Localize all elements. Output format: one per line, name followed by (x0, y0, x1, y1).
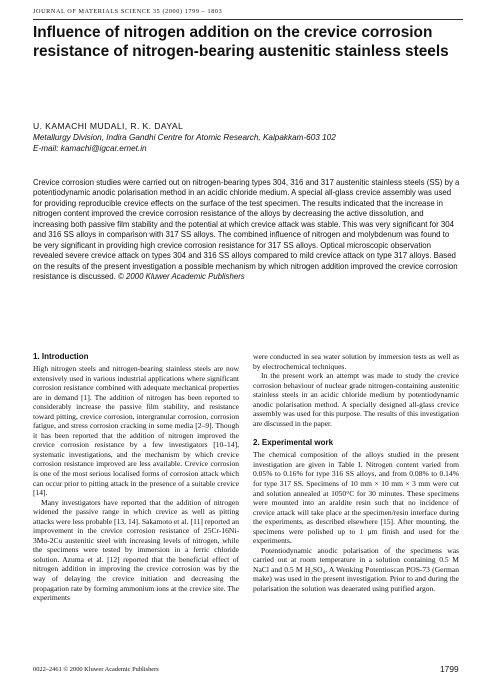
page-number: 1799 (440, 664, 459, 674)
section-gap (253, 428, 459, 438)
paragraph: High nitrogen steels and nitrogen-bearing stainless steels are now extensively used in various industrial applications where significant corrosion resistance combined with adequate mechanical properties are in demand [1]. The addition of nitrogen has been reported to considerably increase the passive film stability, and resistance toward pitting, crevice corrosion, intergranular corrosion, corrosion fatigue, and stress corrosion cracking in some media [2–9]. Though it has been reported that the addition of nitrogen improved the crevice corrosion resistance by a few investigators [10–14], systematic investigations, and the mechanism by which crevice corrosion resistance improved are less available. Crevice corrosion is one of the most serious localised forms of corrosion attack which can occur prior to pitting attack in the presence of a suitable crevice [14]. (33, 364, 239, 498)
footer-issn: 0022–2461 © 2000 Kluwer Academic Publishers (33, 666, 159, 673)
journal-header: JOURNAL OF MATERIALS SCIENCE 35 (2000) 1799 – 1803 (33, 8, 223, 15)
section-heading-experimental: 2. Experimental work (253, 438, 334, 448)
section-heading-introduction: 1. Introduction (33, 352, 89, 361)
paragraph: In the present work an attempt was made to study the crevice corrosion behaviour of nuclear grade nitrogen-containing austenitic stainless steels in an acidic chloride medium by potentiodynamic anodic polarisation method. A specially designed all-glass crevice assembly was used for this purpose. The results of this investigation are discussed in the paper. (253, 371, 459, 428)
paper-title: Influence of nitrogen addition on the crevice corrosion resistance of nitrogen-bearing austenitic stainless steels (33, 24, 449, 60)
paragraph: were conducted in sea water solution by immersion tests as well as by electrochemical techniques. (253, 352, 459, 371)
header-rule (33, 19, 463, 20)
abstract-copyright: © 2000 Kluwer Academic Publishers (118, 272, 245, 282)
paragraph: Potentiodynamic anodic polarisation of the specimens was carried out at room temperature in a solution containing 0.5 M NaCl and 0.5 M H₂SO₄. A Wenking Potentioscan POS-73 (German make) was used in the present investigation. Prior to and during the polarisation the solution was deaerated using purified argon. (253, 545, 459, 594)
affiliation (33, 133, 463, 154)
authors: U. KAMACHI MUDALI, R. K. DAYAL (33, 121, 184, 131)
paragraph: Many investigators have reported that the addition of nitrogen widened the passive range in which crevice as well as pitting attacks were less probable [13, 14]. Sakamoto et al. [11] reported an improvement in the crevice corrosion resistance of 25Cr-16Ni-3Mo-2Cu austenitic steel with increasing levels of nitrogen, while the specimens were tested by immersion in a ferric chloride solution. Azuma et al. [12] reported that the beneficial effect of nitrogen addition in improving the crevice corrosion was by the way of delaying the crevice initiation and decreasing the propagation rate by forming ammonium ions at the crevice site. The experiments (33, 497, 239, 603)
right-column (253, 352, 459, 594)
paragraph: The chemical composition of the alloys studied in the present investigation are given in Table I. Nitrogen content varied from 0.05% to 0.16% for type 316 SS alloys, and from 0.08% to 0.14% for type 317 SS. Specimens of 10 mm × 10 mm × 3 mm were cut and solution annealed at 1050°C for 30 minutes. These specimens were mounted into an araldite resin such that no incidence of crevice attack will take place at the specimen/resin interface during the experiments, as described elsewhere [15]. After mounting, the specimens were polished up to 1 μm finish and used for the experiments. (253, 450, 459, 546)
email-line: E-mail: kamachi@igcar.ernet.in (33, 143, 147, 153)
abstract-text: Crevice corrosion studies were carried out on nitrogen-bearing types 304, 316 and 317 austenitic stainless steels (SS) by a potentiodynamic anodic polarisation method in an acidic chloride medium. A special all-glass crevice assembly was used for providing reproducible crevice effects on the surface of the test specimen. The results indicated that the increase in nitrogen content improved the crevice corrosion resistance of the alloys by decreasing the active dissolution, and increasing both passive film stability and the potential at which crevice attack was stable. This was very significant for 304 and 316 SS alloys in comparison with 317 SS alloys. The combined influence of nitrogen and molybdenum was found to be very significant in providing high crevice corrosion resistance for 317 SS alloys. Optical microscopic observation revealed severe crevice attack on types 304 and 316 SS alloys compared to mild crevice attack on type 317 alloys. Based on the results of the present investigation a possible mechanism by which nitrogen addition improved the crevice corrosion resistance is discussed. (33, 178, 460, 282)
affiliation-line: Metallurgy Division, Indira Gandhi Centre for Atomic Research, Kalpakkam-603 102 (33, 133, 336, 142)
left-column (33, 352, 239, 603)
abstract (33, 178, 460, 283)
